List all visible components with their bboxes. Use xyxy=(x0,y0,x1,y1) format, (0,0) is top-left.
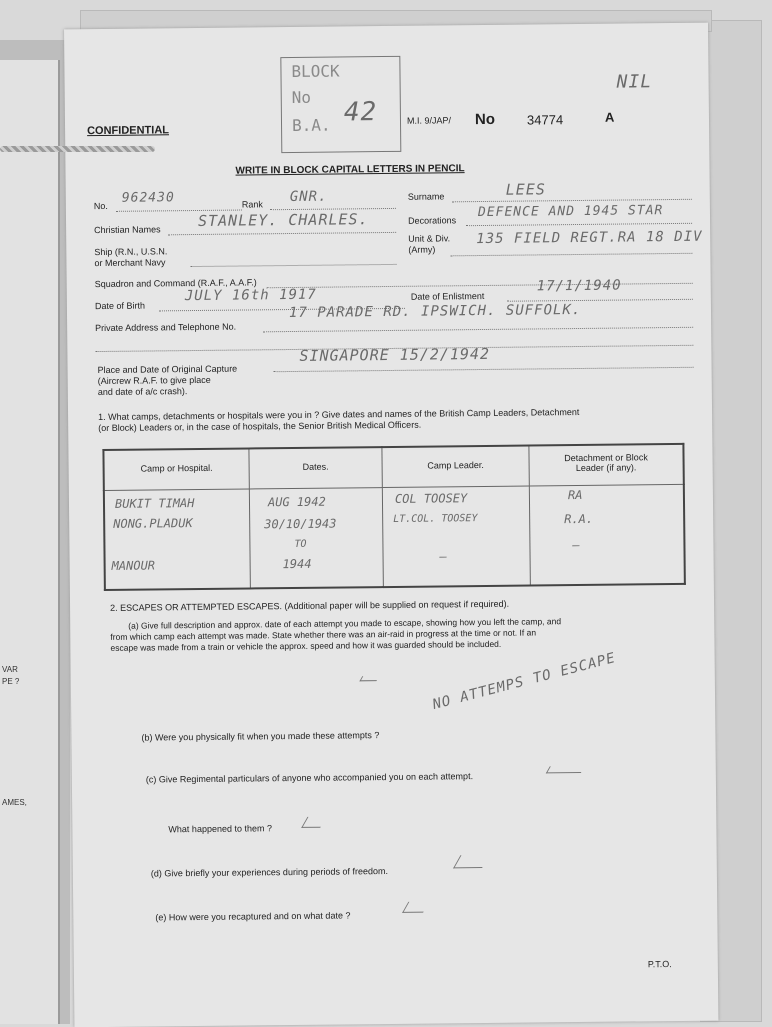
capture-value: SINGAPORE 15/2/1942 xyxy=(299,344,491,365)
capture-label-2: (Aircrew R.A.F. to give place xyxy=(97,374,211,387)
question-2-title: 2. ESCAPES OR ATTEMPTED ESCAPES. (Additional paper will be supplied on request if required). xyxy=(110,598,510,613)
question-2c-text: (c) Give Regimental particulars of anyone who accompanied you on each attempt. xyxy=(145,771,474,785)
question-2a-text-3: escape was made from a train or vehicle the approx. speed and how it was guarded should be included. xyxy=(110,638,502,653)
ship-label-2: or Merchant Navy xyxy=(94,257,166,269)
detachment-leader: R.A. xyxy=(564,511,594,526)
check-mark xyxy=(546,766,585,773)
table-header-cell: Camp Leader. xyxy=(382,446,529,488)
address-label: Private Address and Telephone No. xyxy=(95,321,237,334)
check-mark xyxy=(359,676,379,681)
table-row xyxy=(104,488,251,590)
left-page-fragment: VAR xyxy=(2,665,18,674)
binding-string xyxy=(0,146,155,152)
form-suffix: A xyxy=(604,109,615,125)
dotted-line xyxy=(267,283,693,288)
stamp-number: 42 xyxy=(343,97,378,128)
squadron-label: Squadron and Command (R.A.F., A.A.F.) xyxy=(94,277,257,290)
question-1-text-2: (or Block) Leaders or, in the case of hospitals, the Senior British Medical Officers. xyxy=(98,419,422,434)
question-2a-text-2: from which camp each attempt was made. State whether there was an air-raid in progress at the time or not. If an xyxy=(110,627,537,642)
ship-label: Ship (R.N., U.S.N. xyxy=(94,246,168,258)
nil-note: NIL xyxy=(616,71,653,93)
dotted-line xyxy=(274,367,694,372)
rank-label: Rank xyxy=(241,199,263,210)
table-header-cell: Dates. xyxy=(249,447,382,488)
camp-dates: TO xyxy=(294,538,307,550)
check-mark xyxy=(402,902,429,913)
left-page-fragment: PE ? xyxy=(2,677,20,686)
dotted-line xyxy=(263,327,693,333)
address-value: 17 PARADE RD. IPSWICH. SUFFOLK. xyxy=(288,301,582,322)
camp-leader: COL TOOSEY xyxy=(394,490,468,506)
christian-names-label: Christian Names xyxy=(94,224,161,236)
number-label: No xyxy=(474,110,496,129)
detachment-leader: RA xyxy=(567,487,583,502)
camp-dates: 1944 xyxy=(282,556,312,571)
decorations-value: DEFENCE AND 1945 STAR xyxy=(477,203,664,221)
check-mark xyxy=(453,855,489,868)
dotted-line xyxy=(168,232,396,235)
table-header-cell: Detachment or Block Leader (if any). xyxy=(529,444,684,486)
pto-label: P.T.O. xyxy=(647,959,672,970)
enlistment-value: 17/1/1940 xyxy=(536,277,622,295)
camp-name: NONG.PLADUK xyxy=(113,515,193,531)
service-no-label: No. xyxy=(93,200,108,212)
question-2c-followup: What happened to them ? xyxy=(168,823,273,835)
unit-label-2: (Army) xyxy=(408,244,436,255)
surname-value: LEES xyxy=(505,180,546,199)
confidential-label: CONFIDENTIAL xyxy=(87,124,170,138)
dotted-line xyxy=(452,199,692,203)
dob-label: Date of Birth xyxy=(94,300,145,312)
camps-table xyxy=(102,443,685,591)
stamp-line2: No xyxy=(291,87,312,107)
escape-answer: NO ATTEMPS TO ESCAPE xyxy=(431,650,618,714)
christian-names-value: STANLEY. CHARLES. xyxy=(197,210,369,230)
dotted-line xyxy=(191,264,397,267)
question-2d-text: (d) Give briefly your experiences during periods of freedom. xyxy=(150,866,389,879)
question-2e-text: (e) How were you recaptured and on what date ? xyxy=(155,910,351,923)
question-2a-text: (a) Give full description and approx. date of each attempt you made to escape, showing how you left the camp, and xyxy=(128,616,562,631)
surname-label: Surname xyxy=(407,191,445,202)
decorations-label: Decorations xyxy=(407,215,457,226)
form-number: 34774 xyxy=(526,112,564,128)
capture-label-3: and date of a/c crash). xyxy=(97,386,188,398)
unit-label: Unit & Div. xyxy=(408,233,451,244)
stamp-line1: BLOCK xyxy=(291,61,340,81)
capture-label: Place and Date of Original Capture xyxy=(97,363,238,376)
camp-name: MANOUR xyxy=(111,557,156,573)
rank-value: GNR. xyxy=(289,188,328,206)
dob-value: JULY 16th 1917 xyxy=(184,286,317,305)
camp-leader: LT.COL. TOOSEY xyxy=(393,512,478,525)
stamp-line3: B.A. xyxy=(291,115,331,135)
table-header-cell: Camp or Hospital. xyxy=(103,448,249,490)
block-stamp xyxy=(280,56,401,153)
dotted-line xyxy=(450,253,692,257)
dotted-line xyxy=(507,299,693,302)
detachment-leader: — xyxy=(572,537,580,552)
enlistment-label: Date of Enlistment xyxy=(410,290,485,302)
camp-dates: 30/10/1943 xyxy=(264,516,337,531)
camp-dates: AUG 1942 xyxy=(267,494,326,509)
question-2b-text: (b) Were you physically fit when you made these attempts ? xyxy=(141,730,380,743)
left-page-fragment: AMES, xyxy=(2,798,27,807)
form-ref: M.I. 9/JAP/ xyxy=(406,115,452,126)
service-no-value: 962430 xyxy=(121,190,175,206)
camp-leader: — xyxy=(439,548,447,563)
question-1-text: 1. What camps, detachments or hospitals were you in ? Give dates and names of the British Camp Leaders, Detachment xyxy=(98,406,580,423)
check-mark xyxy=(301,817,326,828)
pow-questionnaire-page xyxy=(64,23,718,1027)
camp-name: BUKIT TIMAH xyxy=(114,495,195,511)
unit-value: 135 FIELD REGT.RA 18 DIV xyxy=(476,228,703,248)
instruction-heading: WRITE IN BLOCK CAPITAL LETTERS IN PENCIL xyxy=(235,163,465,177)
left-facing-page xyxy=(0,60,60,1024)
dotted-line xyxy=(466,223,692,226)
